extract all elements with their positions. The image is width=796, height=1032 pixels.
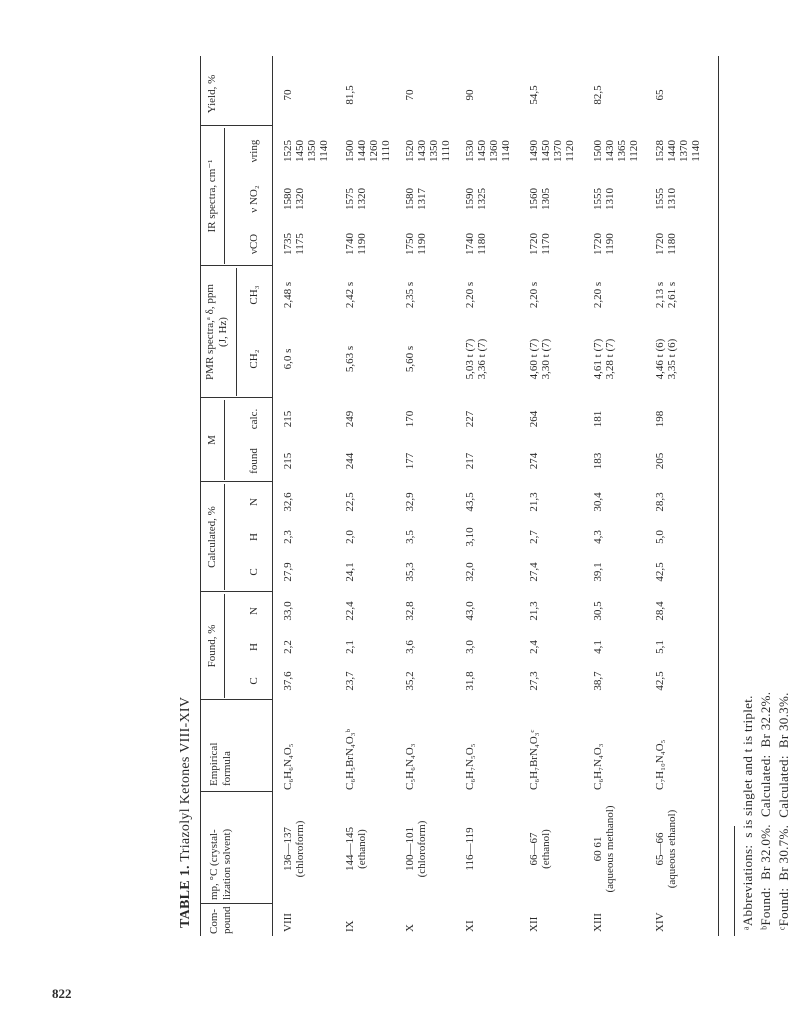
cell-calc-h: 4,3: [592, 530, 604, 544]
cell-calc-h: 2,0: [344, 530, 356, 544]
header-found: Found, %: [206, 624, 218, 668]
cell-yield: 70: [282, 89, 294, 101]
header-separator-7: [200, 125, 272, 126]
cell-ir-co: 1740 1180: [464, 233, 488, 255]
cell-ir-no2: 1580 1320: [282, 188, 306, 210]
cell-found-h: 3,0: [464, 640, 476, 654]
header-bottom-rule: [272, 56, 273, 936]
header-pmr: PMR spectra,ᵃ δ, ppm (J, Hz): [204, 284, 229, 380]
cell-formula: C₆H₇BrN₄O₃ᶜ: [528, 729, 540, 790]
footnote-a: ᵃAbbreviations: s is singlet and t is triplet.: [740, 695, 755, 930]
cell-found-n: 28,4: [654, 601, 666, 621]
cell-found-c: 35,2: [404, 671, 416, 691]
group-rule-ir: [224, 128, 225, 264]
cell-ir-co: 1720 1180: [654, 233, 678, 255]
cell-calc-h: 3,5: [404, 530, 416, 544]
group-rule-m: [224, 400, 225, 480]
cell-m-found: 177: [404, 452, 416, 470]
cell-mp: 136—137 (chloroform): [282, 820, 306, 878]
cell-ir-no2: 1575 1320: [344, 188, 368, 210]
cell-found-h: 2,1: [344, 640, 356, 654]
header-formula: Empirical formula: [208, 742, 233, 786]
cell-formula: C₅H₆N₄O₃: [404, 743, 416, 790]
cell-pmr-ch2: 5,03 t (7) 3,36 t (7): [464, 338, 488, 380]
subheader-found-h: H: [248, 643, 260, 651]
cell-calc-n: 28,3: [654, 492, 666, 512]
cell-calc-n: 21,3: [528, 492, 540, 512]
cell-found-c: 31,8: [464, 671, 476, 691]
header-m: M: [206, 435, 218, 445]
cell-compound: XI: [464, 920, 476, 932]
cell-found-n: 33,0: [282, 601, 294, 621]
cell-ir-ring: 1490 1450 1370 1120: [528, 140, 576, 162]
cell-yield: 82,5: [592, 85, 604, 105]
header-separator-1: [200, 791, 272, 792]
cell-formula: C₇H₁₀N₄O₅: [654, 739, 666, 790]
cell-calc-n: 32,6: [282, 492, 294, 512]
cell-ir-ring: 1520 1430 1350 1110: [404, 140, 452, 162]
cell-compound: XIV: [654, 912, 666, 932]
cell-found-n: 21,3: [528, 601, 540, 621]
cell-pmr-ch3: 2,13 s 2,61 s: [654, 281, 678, 309]
cell-pmr-ch2: 6,0 s: [282, 348, 294, 370]
cell-found-h: 2,2: [282, 640, 294, 654]
cell-ir-no2: 1555 1310: [654, 188, 678, 210]
table-caption-title: Triazolyl Ketones VIII-XIV: [178, 696, 193, 862]
cell-calc-h: 5,0: [654, 530, 666, 544]
footnote-c: ᶜFound: Br 30.7%. Calculated: Br 30.3%.: [776, 692, 791, 930]
cell-pmr-ch2: 5,63 s: [344, 345, 356, 373]
cell-compound: VIII: [282, 913, 294, 932]
header-ir: IR spectra, cm⁻¹: [206, 159, 218, 233]
cell-found-c: 37,6: [282, 671, 294, 691]
cell-formula: C₆H₅BrN₄O₃ᵇ: [344, 729, 356, 790]
cell-calc-c: 32,0: [464, 562, 476, 582]
cell-calc-n: 32,9: [404, 492, 416, 512]
cell-calc-n: 22,5: [344, 492, 356, 512]
cell-ir-ring: 1500 1430 1365 1120: [592, 140, 640, 162]
header-yield: Yield, %: [206, 74, 218, 114]
cell-m-calc: 181: [592, 410, 604, 428]
cell-compound: X: [404, 924, 416, 932]
header-separator-6: [200, 265, 272, 266]
cell-yield: 54,5: [528, 85, 540, 105]
cell-pmr-ch2: 5,60 s: [404, 345, 416, 373]
cell-m-found: 205: [654, 452, 666, 470]
group-rule-found: [224, 594, 225, 698]
cell-found-c: 27,3: [528, 671, 540, 691]
cell-ir-co: 1750 1190: [404, 233, 428, 255]
header-separator-2: [200, 699, 272, 700]
cell-found-n: 32,8: [404, 601, 416, 621]
cell-m-calc: 264: [528, 410, 540, 428]
header-calculated: Calculated, %: [206, 506, 218, 568]
cell-calc-c: 24,1: [344, 562, 356, 582]
cell-ir-no2: 1590 1325: [464, 188, 488, 210]
cell-pmr-ch2: 4,46 t (6) 3,35 t (6): [654, 338, 678, 380]
cell-pmr-ch3: 2,20 s: [592, 281, 604, 309]
cell-calc-c: 27,9: [282, 562, 294, 582]
cell-m-calc: 215: [282, 410, 294, 428]
header-separator-4: [200, 481, 272, 482]
cell-found-h: 3,6: [404, 640, 416, 654]
cell-mp: 66—67 (ethanol): [528, 829, 552, 869]
cell-mp: 144—145 (ethanol): [344, 827, 368, 871]
cell-ir-ring: 1500 1440 1260 1110: [344, 140, 392, 162]
cell-ir-ring: 1528 1440 1370 1140: [654, 140, 702, 162]
cell-found-c: 42,5: [654, 671, 666, 691]
footnote-b: ᵇFound: Br 32.0%. Calculated: Br 32.2%.: [758, 691, 773, 930]
cell-ir-no2: 1555 1310: [592, 188, 616, 210]
cell-compound: XII: [528, 916, 540, 932]
cell-found-h: 4,1: [592, 640, 604, 654]
cell-m-found: 244: [344, 452, 356, 470]
cell-m-found: 215: [282, 452, 294, 470]
cell-yield: 90: [464, 89, 476, 101]
cell-m-calc: 170: [404, 410, 416, 428]
header-top-rule: [200, 56, 201, 936]
cell-m-calc: 249: [344, 410, 356, 428]
cell-mp: 100—101 (chloroform): [404, 820, 428, 878]
subheader-ir-no2: ν NO₂: [248, 185, 260, 213]
cell-calc-c: 39,1: [592, 562, 604, 582]
group-rule-calc: [224, 484, 225, 590]
table-bottom-rule: [718, 56, 719, 936]
group-rule-pmr: [236, 268, 237, 396]
cell-formula: C₆H₇N₅O₅: [464, 743, 476, 790]
cell-yield: 65: [654, 89, 666, 101]
subheader-calc-c: C: [248, 568, 260, 576]
cell-m-found: 274: [528, 452, 540, 470]
cell-ir-co: 1720 1170: [528, 233, 552, 255]
cell-calc-n: 30,4: [592, 492, 604, 512]
cell-pmr-ch2: 4,60 t (7) 3,30 t (7): [528, 338, 552, 380]
subheader-calc-h: H: [248, 533, 260, 541]
cell-calc-c: 42,5: [654, 562, 666, 582]
cell-pmr-ch3: 2,20 s: [528, 281, 540, 309]
page-number: 822: [52, 986, 72, 1001]
footnote-rule: [734, 826, 735, 936]
cell-calc-c: 35,3: [404, 562, 416, 582]
cell-calc-h: 3,10: [464, 527, 476, 547]
cell-found-h: 5,1: [654, 640, 666, 654]
subheader-pmr-ch2: CH₂: [248, 349, 260, 369]
cell-formula: C₆H₇N₄O₃: [592, 743, 604, 790]
cell-pmr-ch3: 2,42 s: [344, 281, 356, 309]
cell-found-c: 38,7: [592, 671, 604, 691]
cell-ir-co: 1735 1175: [282, 233, 306, 255]
subheader-m-calc: calc.: [248, 408, 260, 430]
subheader-ir-ring: νring: [248, 139, 260, 163]
cell-calc-h: 2,7: [528, 530, 540, 544]
subheader-m-found: found: [248, 448, 260, 474]
cell-formula: C₆H₆N₄O₅: [282, 743, 294, 790]
subheader-found-n: N: [248, 607, 260, 615]
cell-yield: 70: [404, 89, 416, 101]
cell-pmr-ch3: 2,20 s: [464, 281, 476, 309]
subheader-pmr-ch3: CH₃: [248, 285, 260, 305]
cell-calc-c: 27,4: [528, 562, 540, 582]
rotated-table-page: [168, 40, 796, 940]
cell-m-calc: 227: [464, 410, 476, 428]
header-compound: Com- pound: [208, 906, 233, 934]
table-caption-label: TABLE 1.: [178, 865, 193, 928]
cell-pmr-ch3: 2,35 s: [404, 281, 416, 309]
cell-found-c: 23,7: [344, 671, 356, 691]
cell-calc-h: 2,3: [282, 530, 294, 544]
cell-ir-no2: 1560 1305: [528, 188, 552, 210]
cell-found-h: 2,4: [528, 640, 540, 654]
header-separator-0: [200, 903, 272, 904]
table-caption: [178, 697, 194, 928]
cell-found-n: 30,5: [592, 601, 604, 621]
cell-ir-co: 1720 1190: [592, 233, 616, 255]
cell-pmr-ch2: 4,61 t (7) 3,28 t (7): [592, 338, 616, 380]
cell-pmr-ch3: 2,48 s: [282, 281, 294, 309]
cell-ir-ring: 1525 1450 1350 1140: [282, 140, 330, 162]
cell-found-n: 43,0: [464, 601, 476, 621]
cell-calc-n: 43,5: [464, 492, 476, 512]
header-separator-5: [200, 397, 272, 398]
header-separator-3: [200, 591, 272, 592]
cell-found-n: 22,4: [344, 601, 356, 621]
cell-compound: XIII: [592, 913, 604, 932]
cell-mp: 60 61 (aqueous methanol): [592, 805, 616, 893]
cell-m-calc: 198: [654, 410, 666, 428]
cell-m-found: 183: [592, 452, 604, 470]
subheader-calc-n: N: [248, 498, 260, 506]
cell-compound: IX: [344, 920, 356, 932]
cell-ir-co: 1740 1190: [344, 233, 368, 255]
cell-mp: 65—66 (aqueous ethanol): [654, 809, 678, 889]
cell-mp: 116—119: [464, 827, 476, 871]
cell-m-found: 217: [464, 452, 476, 470]
cell-yield: 81,5: [344, 85, 356, 105]
header-mp: mp, °C (crystal- lization solvent): [208, 828, 233, 900]
cell-ir-ring: 1530 1450 1360 1140: [464, 140, 512, 162]
cell-ir-no2: 1580 1317: [404, 188, 428, 210]
subheader-ir-co: νCO: [248, 233, 260, 255]
subheader-found-c: C: [248, 677, 260, 685]
